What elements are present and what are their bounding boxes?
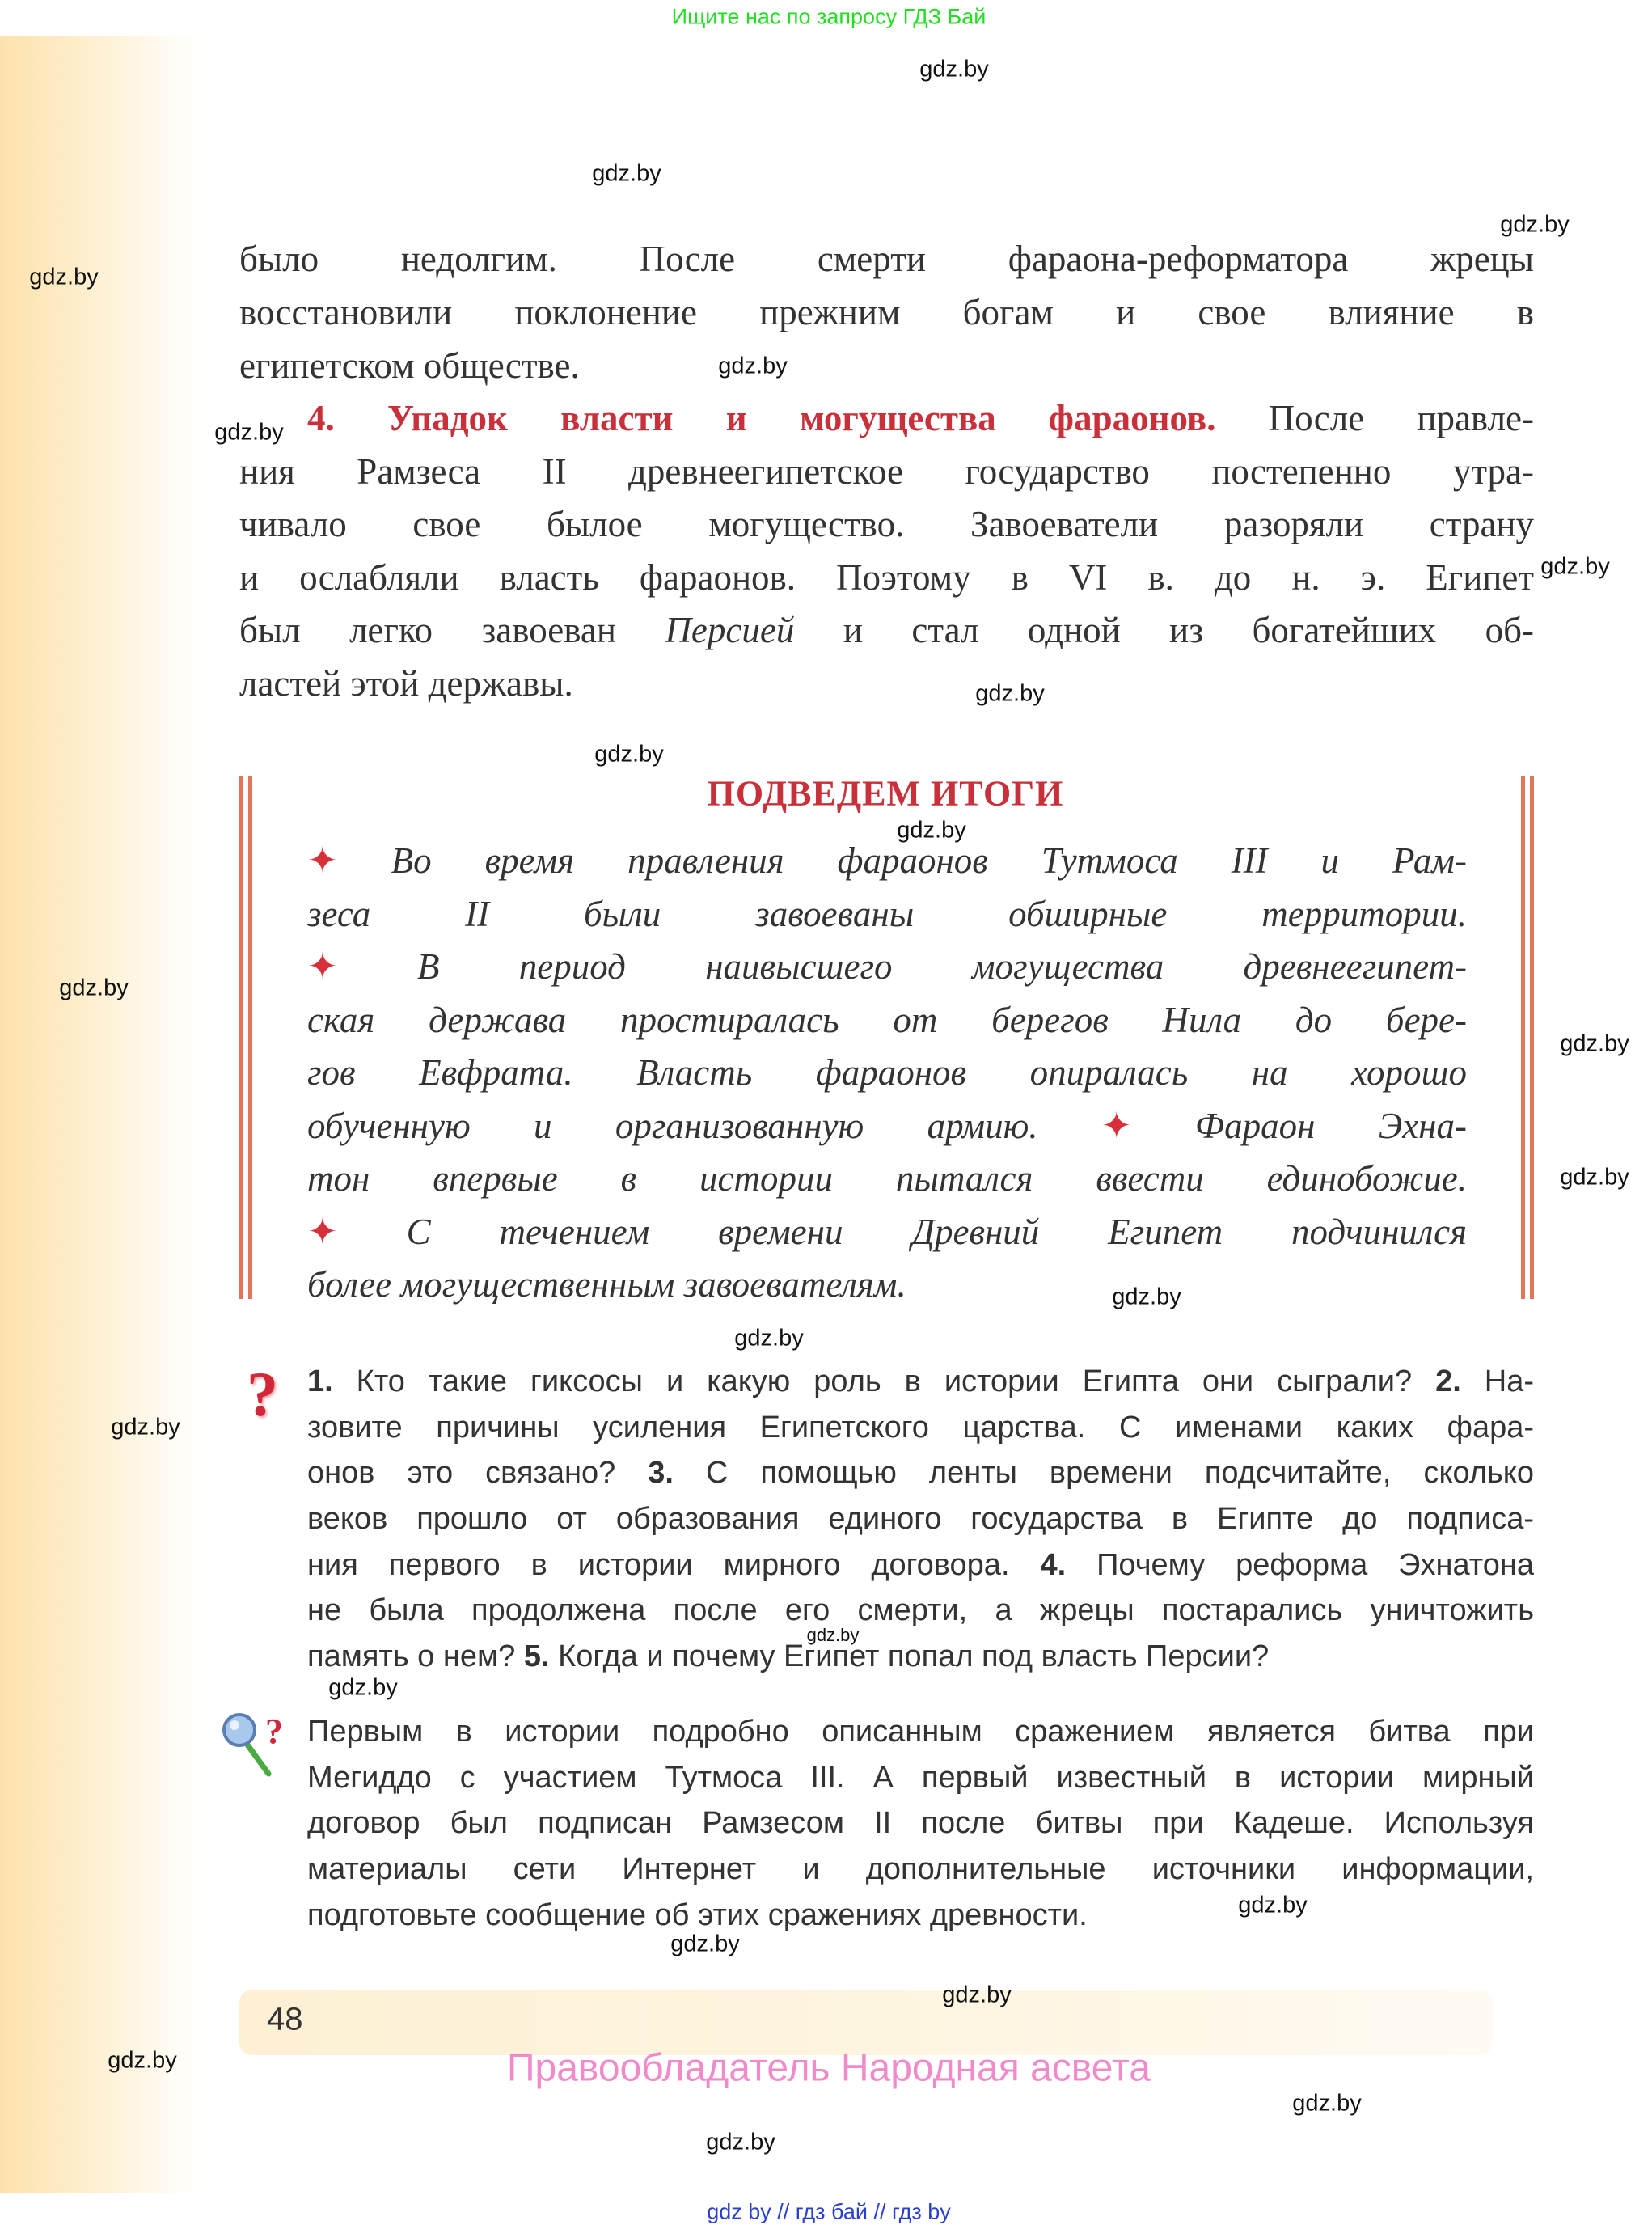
watermark: gdz.by bbox=[59, 975, 129, 1001]
text-segment: С течением времени Древний Египет подчинился bbox=[337, 1211, 1467, 1252]
text-segment: было недолгим. После смерти фараона-реформатора жрецы bbox=[239, 239, 1534, 279]
text-segment: гов Евфрата. Власть фараонов опиралась на хорошо bbox=[307, 1052, 1467, 1093]
text-segment: ния Рамзеса II древнеегипетское государство постепенно утра- bbox=[239, 450, 1534, 492]
text-line bbox=[307, 941, 1467, 994]
watermark: gdz.by bbox=[1500, 211, 1570, 238]
text-line bbox=[307, 1258, 1467, 1312]
text-line bbox=[239, 339, 1534, 392]
text-segment: 3. bbox=[648, 1456, 674, 1491]
text-segment: В период наивысшего могущества древнеегипет- bbox=[337, 946, 1467, 987]
watermark: gdz.by bbox=[29, 264, 99, 290]
watermark: gdz.by bbox=[975, 680, 1045, 707]
watermark: gdz.by bbox=[328, 1674, 398, 1701]
text-line bbox=[307, 1450, 1534, 1496]
text-line bbox=[239, 392, 1534, 446]
question-icon: ? bbox=[247, 1359, 278, 1429]
text-segment: Мегиддо с участием Тутмоса III. А первый известный в истории мирный bbox=[307, 1760, 1534, 1795]
text-line bbox=[307, 994, 1467, 1047]
summary-title: ПОДВЕДЕМ ИТОГИ bbox=[707, 773, 1064, 814]
text-segment: онов это связано? bbox=[307, 1456, 649, 1491]
star-bullet-icon: ✦ bbox=[307, 1211, 338, 1252]
text-segment: ния первого в истории мирного договора. bbox=[307, 1547, 1041, 1582]
watermark: gdz.by bbox=[1540, 553, 1610, 580]
text-segment: Во время правления фараонов Тутмоса III и Рам- bbox=[337, 840, 1467, 881]
text-segment: ластей этой державы. bbox=[239, 662, 573, 704]
text-segment: обученную и организованную армию. bbox=[307, 1105, 1101, 1146]
text-segment: веков прошло от образования единого государства в Египте до подписа- bbox=[307, 1502, 1534, 1537]
text-line bbox=[307, 1846, 1534, 1893]
text-segment: На- bbox=[1460, 1364, 1534, 1398]
text-segment: материалы сети Интернет и дополнительные источники информации, bbox=[307, 1852, 1534, 1887]
text-segment: память о нем? bbox=[307, 1639, 524, 1674]
watermark: gdz.by bbox=[592, 160, 661, 187]
text-line bbox=[307, 1206, 1467, 1259]
text-line bbox=[307, 835, 1467, 888]
watermark: gdz.by bbox=[919, 56, 989, 82]
research-task bbox=[307, 1709, 1534, 1938]
text-line bbox=[239, 498, 1534, 552]
text-segment: 5. bbox=[523, 1639, 550, 1674]
star-bullet-icon: ✦ bbox=[307, 840, 338, 881]
text-line bbox=[239, 286, 1534, 339]
text-line bbox=[307, 1496, 1534, 1542]
watermark: gdz.by bbox=[1112, 1284, 1181, 1310]
text-segment: Кто такие гиксосы и какую роль в истории Египта они сыграли? bbox=[332, 1364, 1436, 1398]
text-segment: более могущественным завоевателям. bbox=[307, 1264, 906, 1305]
page-number: 48 bbox=[267, 2001, 303, 2037]
watermark: gdz.by bbox=[942, 1982, 1012, 2008]
text-line bbox=[307, 1153, 1467, 1206]
text-line bbox=[307, 1100, 1467, 1153]
star-bullet-icon: ✦ bbox=[1101, 1105, 1132, 1146]
watermark: gdz.by bbox=[111, 1414, 180, 1440]
watermark: gdz.by bbox=[1560, 1030, 1629, 1057]
watermark: gdz.by bbox=[214, 419, 284, 446]
summary-right-border bbox=[1521, 776, 1534, 1299]
text-line bbox=[239, 446, 1534, 499]
summary-text bbox=[307, 835, 1467, 1312]
text-segment: не была продолжена после его смерти, а жрецы постарались уничтожить bbox=[307, 1593, 1534, 1628]
watermark: gdz.by bbox=[670, 1931, 740, 1957]
svg-text:?: ? bbox=[265, 1711, 283, 1751]
text-segment: и стал одной из богатейших об- bbox=[794, 610, 1534, 650]
text-segment: зеса II были завоеваны обширные территории. bbox=[307, 893, 1467, 934]
header-note: Ищите нас по запросу ГДЗ Бай bbox=[671, 4, 987, 29]
text-line bbox=[239, 604, 1534, 658]
star-bullet-icon: ✦ bbox=[307, 946, 338, 987]
watermark: gdz.by bbox=[108, 2047, 177, 2074]
text-segment: Персией bbox=[665, 610, 795, 650]
text-line bbox=[307, 1588, 1534, 1634]
watermark: gdz.by bbox=[806, 1625, 860, 1645]
section-heading: 4. Упадок власти и могущества фараонов. bbox=[307, 398, 1216, 438]
text-segment: и ослабляли власть фараонов. Поэтому в VI в. до н. э. Египет bbox=[239, 556, 1534, 598]
text-segment: Почему реформа Эхнатона bbox=[1066, 1547, 1534, 1582]
text-segment: 2. bbox=[1435, 1364, 1461, 1398]
text-line bbox=[307, 1542, 1534, 1588]
magnifier-question-icon bbox=[218, 1711, 291, 1783]
summary-left-border bbox=[239, 776, 252, 1299]
footer-note: gdz by // гдз бай // гдз by bbox=[707, 2199, 951, 2224]
text-segment: Фараон Эхна- bbox=[1131, 1105, 1467, 1146]
watermark: gdz.by bbox=[718, 353, 788, 379]
text-segment: После правле- bbox=[1215, 398, 1534, 438]
text-segment: договор был подписан Рамзесом II после битвы при Кадеше. Используя bbox=[307, 1806, 1534, 1841]
text-segment: 4. bbox=[1040, 1547, 1067, 1582]
text-line bbox=[307, 1755, 1534, 1801]
text-segment: 1. bbox=[307, 1364, 333, 1398]
text-segment: Когда и почему Египет попал под власть Персии? bbox=[549, 1639, 1270, 1674]
watermark: gdz.by bbox=[734, 1325, 804, 1351]
text-line bbox=[307, 1405, 1534, 1451]
text-segment: подготовьте сообщение об этих сражениях древности. bbox=[307, 1897, 1088, 1932]
paragraph-1 bbox=[239, 232, 1534, 392]
text-line bbox=[239, 552, 1534, 605]
text-segment: Первым в истории подробно описанным сражением является битва при bbox=[307, 1715, 1534, 1749]
text-segment: египетском обществе. bbox=[239, 345, 580, 386]
text-segment: был легко завоеван bbox=[239, 610, 665, 650]
watermark: gdz.by bbox=[897, 817, 966, 844]
text-line bbox=[307, 1709, 1534, 1755]
text-line bbox=[307, 1893, 1534, 1939]
page-margin-gradient bbox=[0, 36, 210, 2193]
text-segment: С помощью ленты времени подсчитайте, сколько bbox=[673, 1456, 1534, 1491]
text-segment: ская держава простиралась от берегов Нила до бере- bbox=[307, 999, 1467, 1040]
text-segment: зовите причины усиления Египетского царства. С именами каких фара- bbox=[307, 1410, 1534, 1445]
text-line bbox=[239, 232, 1534, 286]
text-segment: восстановили поклонение прежним богам и свое влияние в bbox=[239, 292, 1534, 332]
rights-holder: Правообладатель Народная асвета bbox=[507, 2046, 1151, 2090]
text-line bbox=[307, 1047, 1467, 1100]
watermark: gdz.by bbox=[1238, 1892, 1308, 1918]
paragraph-decline-of-pharaohs bbox=[239, 392, 1534, 710]
text-line bbox=[239, 658, 1534, 711]
text-line bbox=[307, 888, 1467, 941]
text-line bbox=[307, 1800, 1534, 1846]
watermark: gdz.by bbox=[594, 741, 664, 768]
text-segment: чивало свое былое могущество. Завоеватели разоряли страну bbox=[239, 504, 1534, 544]
text-line bbox=[307, 1634, 1534, 1680]
text-line bbox=[307, 1359, 1534, 1405]
watermark: gdz.by bbox=[1560, 1164, 1629, 1191]
watermark: gdz.by bbox=[706, 2129, 775, 2155]
watermark: gdz.by bbox=[1292, 2090, 1362, 2117]
text-segment: тон впервые в истории пытался ввести единобожие. bbox=[307, 1158, 1467, 1199]
review-questions bbox=[307, 1359, 1534, 1680]
